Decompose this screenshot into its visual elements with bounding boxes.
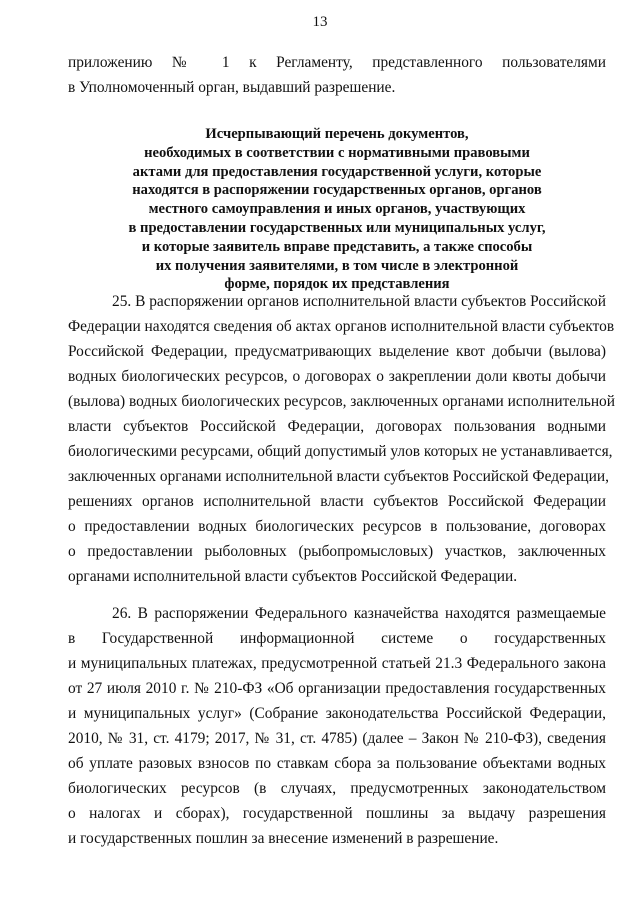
paragraph-line: Российской Федерации, предусматривающих выделение квот добычи (вылова) — [68, 343, 606, 360]
paragraph-line: 2010, № 31, ст. 4179; 2017, № 31, ст. 4785) (далее – Закон № 210-ФЗ), сведения — [68, 730, 606, 747]
paragraph-line: от 27 июля 2010 г. № 210-ФЗ «Об организации предоставления государственных — [68, 680, 606, 697]
paragraph-line: решениях органов исполнительной власти субъектов Российской Федерации — [68, 493, 606, 510]
paragraph-line: и государственных пошлин за внесение изменений в разрешение. — [68, 830, 499, 847]
heading-line: местного самоуправления и иных органов, участвующих — [148, 201, 526, 218]
paragraph-line: 25. В распоряжении органов исполнительной власти субъектов Российской — [112, 293, 606, 310]
heading-line: форме, порядок их представления — [224, 276, 450, 293]
paragraph-line: об уплате разовых взносов по ставкам сбора за пользование объектами водных — [68, 755, 606, 772]
paragraph-25 — [68, 289, 615, 589]
heading-line: их получения заявителями, в том числе в электронной — [155, 257, 519, 274]
paragraph-line: биологическими ресурсами, общий допустимый улов которых не устанавливается, — [68, 443, 613, 460]
heading-line: в предоставлении государственных или муниципальных услуг, — [128, 219, 546, 236]
intro-line: приложению № 1 к Регламенту, представленного пользователями — [68, 54, 606, 71]
paragraph-line: о налогах и сборах), государственной пошлины за выдачу разрешения — [68, 805, 606, 822]
paragraph-line: (вылова) водных биологических ресурсов, заключенных органами исполнительной — [68, 393, 615, 410]
heading-line: и которые заявитель вправе представить, а также способы — [141, 238, 533, 255]
paragraph-26 — [68, 601, 606, 851]
paragraph-line: Федерации находятся сведения об актах органов исполнительной власти субъектов — [68, 318, 615, 335]
heading-line: актами для предоставления государственной услуги, которые — [132, 163, 542, 180]
paragraph-line: водных биологических ресурсов, о договорах о закреплении доли квоты добычи — [68, 368, 606, 385]
heading-line: Исчерпывающий перечень документов, — [205, 126, 469, 142]
section-heading — [70, 125, 604, 294]
heading-line: находятся в распоряжении государственных органов, органов — [132, 182, 542, 199]
paragraph-line: о предоставлении водных биологических ресурсов в пользование, договорах — [68, 518, 606, 535]
paragraph-line: органами исполнительной власти субъектов Российской Федерации. — [68, 568, 518, 585]
paragraph-line: биологических ресурсов (в случаях, предусмотренных законодательством — [68, 780, 606, 797]
paragraph-line: о предоставлении рыболовных (рыбопромысловых) участков, заключенных — [68, 543, 606, 560]
heading-line: необходимых в соответствии с нормативными правовыми — [144, 144, 530, 161]
paragraph-line: в Государственной информационной системе о государственных — [68, 630, 606, 647]
intro-line: в Уполномоченный орган, выдавший разрешение. — [68, 79, 396, 96]
paragraph-line: власти субъектов Российской Федерации, договорах пользования водными — [68, 418, 606, 435]
paragraph-line: 26. В распоряжении Федерального казначейства находятся размещаемые — [112, 605, 606, 622]
paragraph-line: и муниципальных платежах, предусмотренной статьей 21.3 Федерального закона — [68, 655, 606, 672]
page-number: 13 — [312, 14, 328, 30]
paragraph-line: заключенных органами исполнительной власти субъектов Российской Федерации, — [68, 468, 609, 485]
paragraph-line: и муниципальных услуг» (Собрание законодательства Российской Федерации, — [68, 705, 606, 722]
intro-paragraph — [68, 50, 606, 100]
